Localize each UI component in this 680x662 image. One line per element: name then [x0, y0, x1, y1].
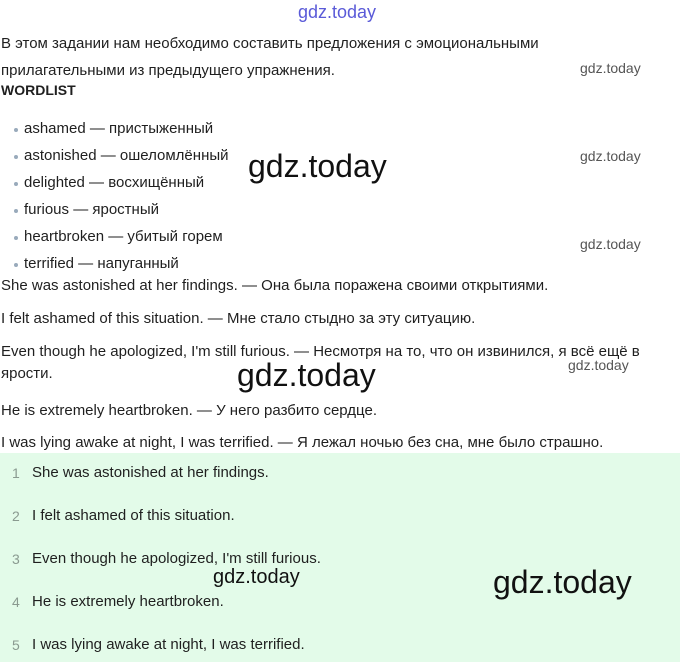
sentence: I was lying awake at night, I was terrified. — Я лежал ночью без сна, мне было страшно.	[1, 434, 604, 451]
answer-number: 4	[12, 594, 20, 610]
wordlist-item: heartbroken — убитый горем	[14, 226, 229, 253]
sentence: Even though he apologized, I'm still furious. — Несмотря на то, что он извинился, я всё ещё в ярости.	[1, 343, 640, 382]
wordlist-item: furious — яростный	[14, 199, 229, 226]
answer-text: Even though he apologized, I'm still furious.	[32, 550, 321, 567]
intro-text: В этом задании нам необходимо составить предложения с эмоциональными прилагательными из предыдущего упражнения.	[1, 35, 539, 79]
sentence: She was astonished at her findings. — Она была поражена своими открытиями.	[1, 277, 549, 294]
wordlist-item: ashamed — пристыженный	[14, 118, 229, 145]
answer-number: 3	[12, 551, 20, 567]
watermark: gdz.today	[493, 564, 632, 600]
answer-text: I was lying awake at night, I was terrified.	[32, 636, 305, 653]
answer-text: I felt ashamed of this situation.	[32, 507, 235, 524]
answer-text: He is extremely heartbroken.	[32, 593, 224, 610]
watermark: gdz.today	[580, 60, 641, 76]
answer-number: 5	[12, 637, 20, 653]
answer-number: 1	[12, 465, 20, 481]
watermark: gdz.today	[568, 357, 629, 373]
watermark: gdz.today	[580, 236, 641, 252]
wordlist-item: astonished — ошеломлённый	[14, 145, 229, 172]
sentence: I felt ashamed of this situation. — Мне стало стыдно за эту ситуацию.	[1, 310, 476, 327]
wordlist-item: terrified — напуганный	[14, 253, 229, 280]
watermark: gdz.today	[237, 357, 376, 393]
wordlist	[14, 118, 229, 280]
watermark-top: gdz.today	[298, 2, 377, 22]
answer-text: She was astonished at her findings.	[32, 464, 269, 481]
watermark: gdz.today	[213, 566, 300, 588]
watermark: gdz.today	[248, 148, 387, 184]
sentence: He is extremely heartbroken. — У него разбито сердце.	[1, 402, 377, 419]
wordlist-title: WORDLIST	[1, 82, 76, 98]
wordlist-item: delighted — восхищённый	[14, 172, 229, 199]
answer-number: 2	[12, 508, 20, 524]
answer-box	[0, 453, 680, 662]
watermark: gdz.today	[580, 148, 641, 164]
